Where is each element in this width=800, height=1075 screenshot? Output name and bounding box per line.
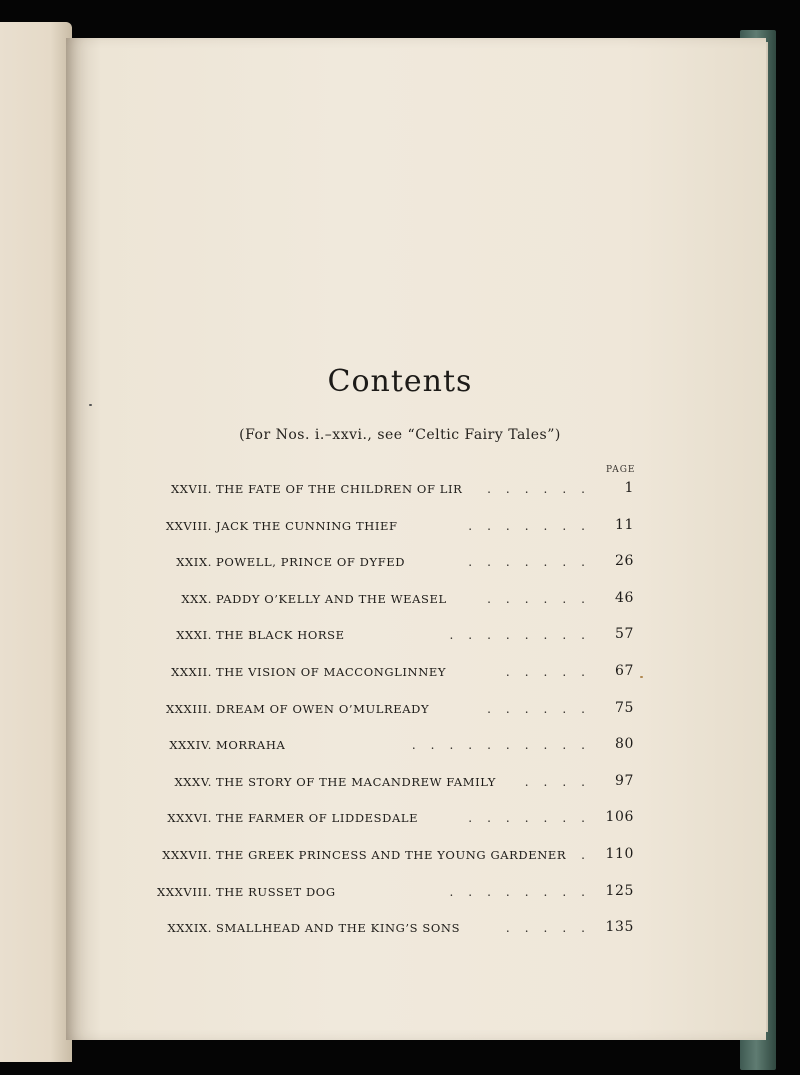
- toc-leader-dots: .......: [468, 518, 600, 533]
- toc-entry-page: 110: [605, 846, 634, 862]
- page-title: Contents: [327, 364, 473, 399]
- toc-entry: [0, 772, 800, 795]
- toc-leader-dots: .......: [468, 811, 600, 826]
- toc-entry-title: JACK THE CUNNING THIEF: [216, 518, 398, 533]
- toc-entry-title: SMALLHEAD AND THE KING’S SONS: [216, 921, 461, 936]
- toc-entry-number: XXXIII.: [165, 701, 212, 716]
- toc-entry-page: 106: [605, 809, 634, 826]
- toc-entry-title: MORRAHA: [216, 738, 286, 753]
- toc-entry: [0, 589, 800, 612]
- toc-leader-dots: ..........: [411, 738, 600, 753]
- toc-entry: [0, 921, 800, 941]
- toc-entry-title: THE FARMER OF LIDDESDALE: [216, 811, 419, 826]
- toc-entry-page: 57: [614, 626, 634, 643]
- toc-leader-dots: ......: [487, 701, 600, 716]
- toc-leader-dots: ..: [562, 848, 600, 862]
- toc-entry-number: XXXVIII.: [157, 884, 212, 899]
- toc-leader-dots: ....: [524, 774, 600, 789]
- toc-leader-dots: ........: [449, 628, 600, 643]
- toc-entry-number: XXIX.: [176, 555, 212, 570]
- toc-entry-page: 26: [614, 553, 634, 570]
- toc-leader-dots: .....: [505, 921, 600, 936]
- toc-entry-page: 97: [614, 772, 634, 789]
- toc-leader-dots: .....: [505, 665, 600, 679]
- toc-entry: [0, 848, 800, 868]
- paper-speck: [89, 404, 92, 406]
- toc-leader-dots: ......: [487, 591, 600, 606]
- toc-entry-page: 46: [614, 589, 634, 606]
- toc-entry-title: DREAM OF OWEN O’MULREADY: [216, 701, 430, 716]
- toc-entry: [0, 882, 800, 905]
- toc-entry-number: XXVIII.: [165, 518, 212, 533]
- toc-entry-title: THE FATE OF THE CHILDREN OF LIR: [216, 482, 463, 496]
- toc-entry-number: XXVII.: [170, 482, 212, 496]
- toc-entry-number: XXXIX.: [167, 921, 212, 936]
- toc-entry-number: XXXIV.: [169, 738, 212, 753]
- toc-entry: [0, 516, 800, 539]
- toc-entry-page: 11: [614, 516, 634, 533]
- toc-entry-page: 67: [614, 663, 634, 679]
- toc-entry-number: XXXVII.: [162, 848, 212, 862]
- toc-entry: [0, 482, 800, 502]
- toc-entry: [0, 665, 800, 685]
- toc-entry-number: XXX.: [181, 591, 212, 606]
- toc-entry-page: 75: [614, 699, 634, 716]
- toc-entry-title: THE RUSSET DOG: [216, 884, 336, 899]
- toc-entry-number: XXXI.: [176, 628, 212, 643]
- toc-entry-page: 125: [605, 882, 634, 899]
- toc-entry-title: POWELL, PRINCE OF DYFED: [216, 555, 406, 570]
- toc-entry-number: XXXII.: [171, 665, 212, 679]
- subtitle-note: (For Nos. i.–xxvi., see “Celtic Fairy Tales”): [239, 427, 561, 443]
- left-page: [0, 22, 72, 1062]
- toc-entry-title: PADDY O’KELLY AND THE WEASEL: [216, 591, 447, 606]
- toc-leader-dots: ........: [449, 884, 600, 899]
- toc-entry: [0, 699, 800, 722]
- toc-leader-dots: .......: [468, 555, 600, 570]
- toc-entry-number: XXXVI.: [167, 811, 212, 826]
- paper-speck: [640, 676, 643, 678]
- toc-entry-page: 80: [614, 736, 634, 753]
- toc-entry: [0, 811, 800, 831]
- toc-entry: [0, 555, 800, 575]
- toc-entry-title: THE GREEK PRINCESS AND THE YOUNG GARDENER: [216, 848, 567, 862]
- toc-entry: [0, 628, 800, 648]
- toc-leader-dots: ......: [487, 482, 600, 496]
- toc-entry-title: THE VISION OF MACCONGLINNEY: [216, 665, 447, 679]
- toc-entry-page: 1: [624, 480, 634, 496]
- toc-entry-title: THE STORY OF THE MACANDREW FAMILY: [216, 774, 496, 789]
- toc-entry-number: XXXV.: [174, 774, 212, 789]
- toc-entry-title: THE BLACK HORSE: [216, 628, 345, 643]
- page-column-label: PAGE: [606, 465, 636, 475]
- toc-entry: [0, 738, 800, 758]
- toc-entry-page: 135: [605, 919, 634, 936]
